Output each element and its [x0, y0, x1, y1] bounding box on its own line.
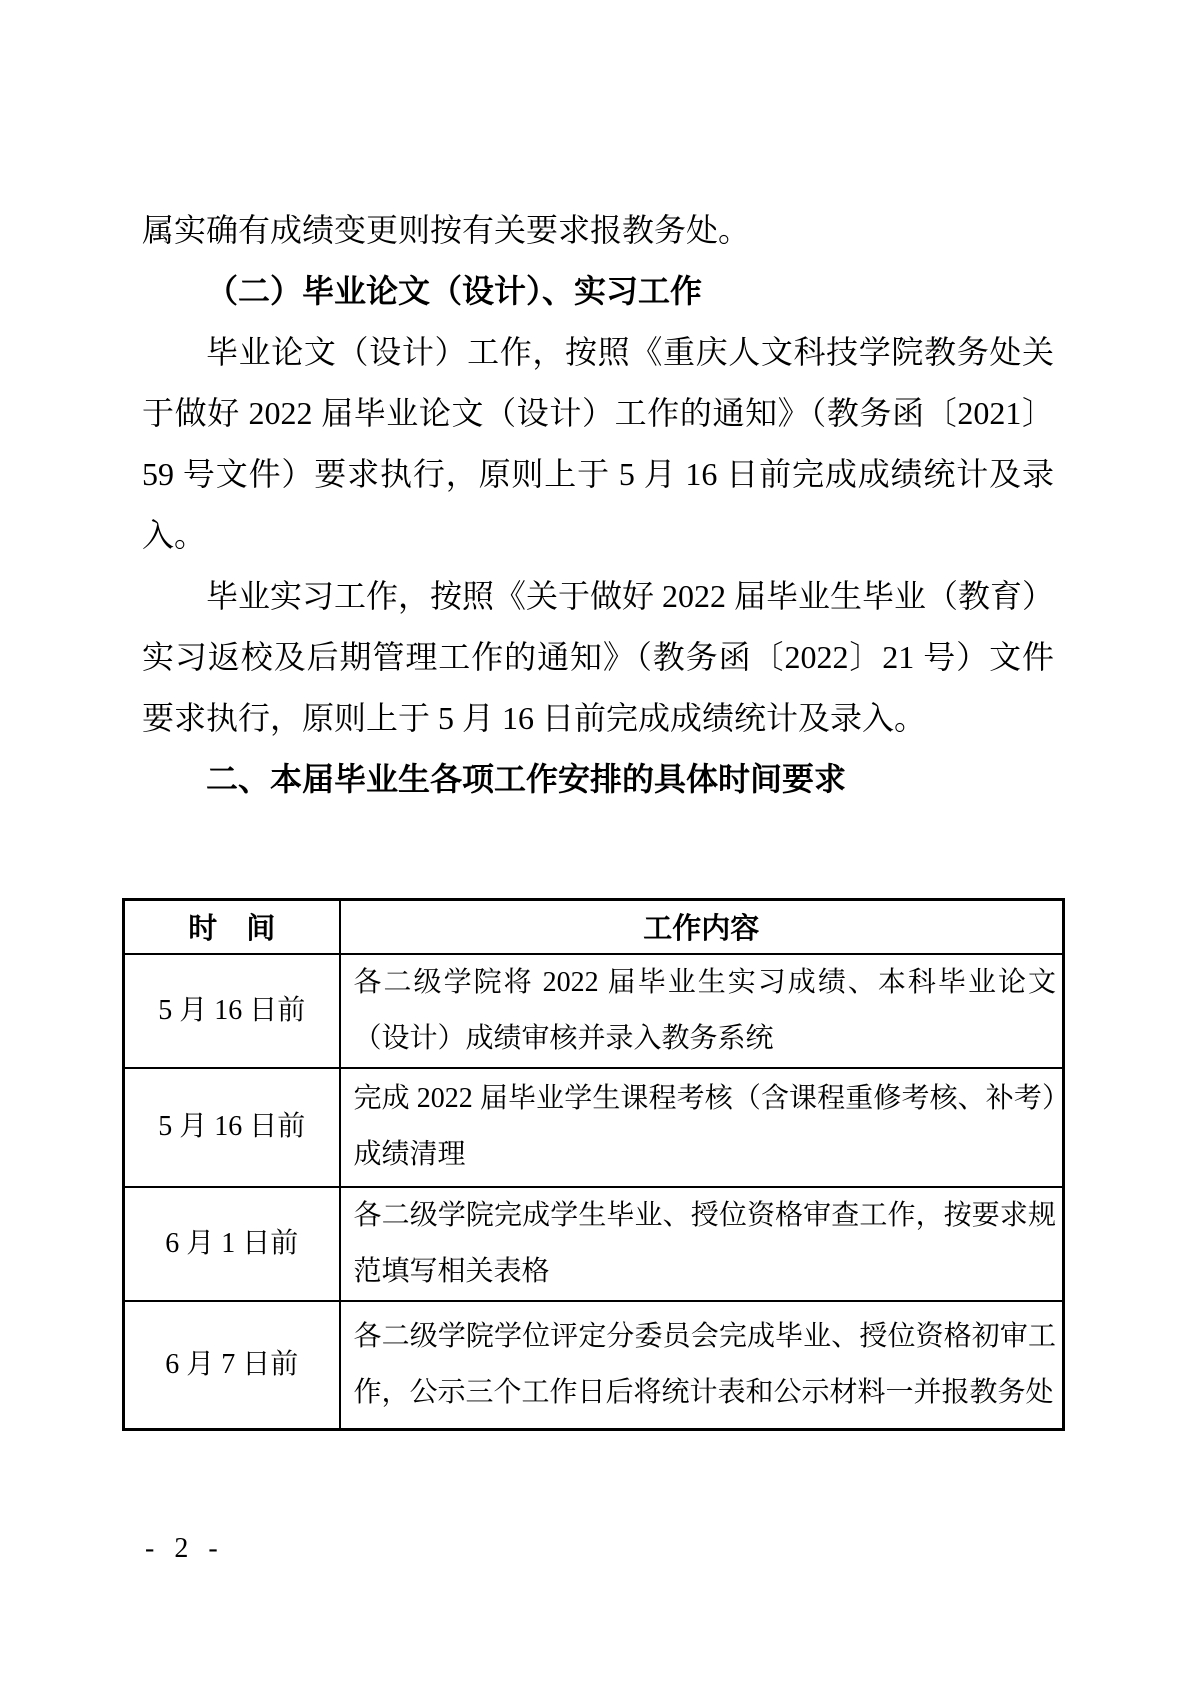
- column-header-content: 工作内容: [340, 900, 1064, 954]
- section-heading-schedule: 二、本届毕业生各项工作安排的具体时间要求: [206, 761, 847, 797]
- cell-time: 5 月 16 日前: [124, 954, 340, 1068]
- section-heading-thesis-internship: （二）毕业论文（设计）、实习工作: [206, 273, 703, 309]
- paragraph-continuation: 属实确有成绩变更则按有关要求报教务处。: [142, 212, 751, 248]
- cell-content: 各二级学院将 2022 届毕业生实习成绩、本科毕业论文（设计）成绩审核并录入教务系统: [340, 954, 1064, 1068]
- cell-time: 5 月 16 日前: [124, 1068, 340, 1187]
- paragraph-internship-work: 毕业实习工作，按照《关于做好 2022 届毕业生毕业（教育）实习返校及后期管理工作的通知》（教务函〔2022〕21 号）文件要求执行，原则上于 5 月 16 日前完成成绩统计及录入。: [142, 578, 1055, 736]
- cell-content: 完成 2022 届毕业学生课程考核（含课程重修考核、补考）成绩清理: [340, 1068, 1064, 1187]
- cell-time: 6 月 7 日前: [124, 1301, 340, 1430]
- table-header-row: [124, 900, 1064, 954]
- paragraph-thesis-work: 毕业论文（设计）工作，按照《重庆人文科技学院教务处关于做好 2022 届毕业论文（设计）工作的通知》（教务函〔2021〕59 号文件）要求执行，原则上于 5 月 16 日前完成成绩统计及录入。: [142, 334, 1054, 553]
- page-number: - 2 -: [145, 1533, 218, 1564]
- document-body: [142, 200, 1054, 810]
- table-row: [124, 1301, 1064, 1430]
- cell-content: 各二级学院完成学生毕业、授位资格审查工作，按要求规范填写相关表格: [340, 1187, 1064, 1301]
- table-row: [124, 954, 1064, 1068]
- schedule-table: [122, 898, 1065, 1431]
- cell-time: 6 月 1 日前: [124, 1187, 340, 1301]
- cell-content: 各二级学院学位评定分委员会完成毕业、授位资格初审工作，公示三个工作日后将统计表和公示材料一并报教务处: [340, 1301, 1064, 1430]
- column-header-time: 时 间: [124, 900, 340, 954]
- table-row: [124, 1068, 1064, 1187]
- table-row: [124, 1187, 1064, 1301]
